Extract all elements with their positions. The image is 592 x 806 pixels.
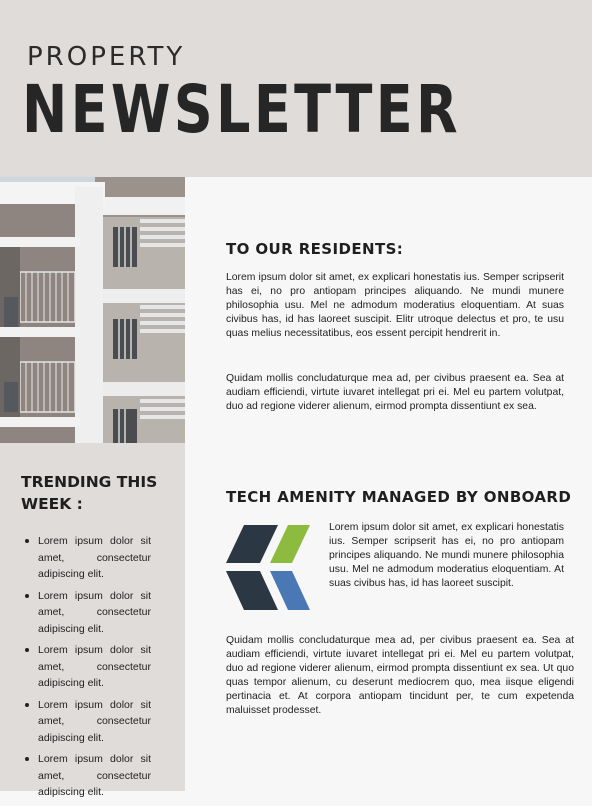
onboard-logo-icon [226, 522, 312, 612]
logo-shape-top-left [226, 525, 278, 563]
trending-heading: TRENDING THIS WEEK : [21, 473, 158, 513]
logo-shape-bottom-right [270, 571, 310, 610]
header-kicker: PROPERTY [27, 42, 186, 72]
newsletter-header [0, 0, 592, 177]
list-item: Lorem ipsum dolor sit amet, consectetur adipiscing elit. [20, 751, 151, 801]
residents-heading: TO OUR RESIDENTS: [226, 240, 404, 258]
trending-list [20, 533, 151, 806]
logo-shape-top-right [270, 525, 310, 563]
building-photo [0, 177, 185, 443]
tech-paragraph-1: Lorem ipsum dolor sit amet, ex explicari honestatis ius. Semper scripserit has ei, no pro antiopam principes aliquando. Ne mundi munere philosophia usu. Mel ne admodum moderatius eloquentiam. At suas civibus has, id has laoreet suscipit. [329, 522, 564, 589]
list-item: Lorem ipsum dolor sit amet, consectetur adipiscing elit. [20, 642, 151, 692]
residents-paragraph-2: Quidam mollis concludaturque mea ad, per civibus praesent ea. Sea at audiam efficiendi, virtute iuvaret intellegat pri ei. Mel eu partem volutpat, duo ad regione viderer alienum, eirmod prompta dissentiunt ex sea. [226, 373, 564, 412]
tech-heading: TECH AMENITY MANAGED BY ONBOARD [226, 488, 572, 506]
list-item: Lorem ipsum dolor sit amet, consectetur adipiscing elit. [20, 588, 151, 638]
newsletter-title: NEWSLETTER [22, 71, 461, 148]
trending-sidebar [0, 443, 185, 798]
residents-paragraph-1: Lorem ipsum dolor sit amet, ex explicari honestatis ius. Semper scripserit has ei, no pro antiopam principes aliquando. Ne mundi munere philosophia usu. Mel ne admodum moderatius eloquentiam. At suas civibus has, id has laoreet suscipit. Elitr utroque delectus et pro, te usu quas melius necessitatibus, eos essent percipit hendrerit in. [226, 272, 564, 339]
list-item: Lorem ipsum dolor sit amet, consectetur adipiscing elit. [20, 697, 151, 747]
logo-shape-bottom-left [226, 571, 278, 610]
list-item: Lorem ipsum dolor sit amet, consectetur adipiscing elit. [20, 533, 151, 583]
tech-paragraph-2: Quidam mollis concludaturque mea ad, per civibus praesent ea. Sea at audiam efficiendi, virtute iuvaret intellegat pri ei. Mel eu partem volutpat, duo ad regione viderer alienum, eirmod prompta dissentiunt ex sea. Ut quo quas tempor alienum, cu deserunt mediocrem quo, mea iisque eligendi pertinacia et. At corpora antiopam tincidunt per, te cum expetenda maluisset prodesset. [226, 635, 574, 716]
